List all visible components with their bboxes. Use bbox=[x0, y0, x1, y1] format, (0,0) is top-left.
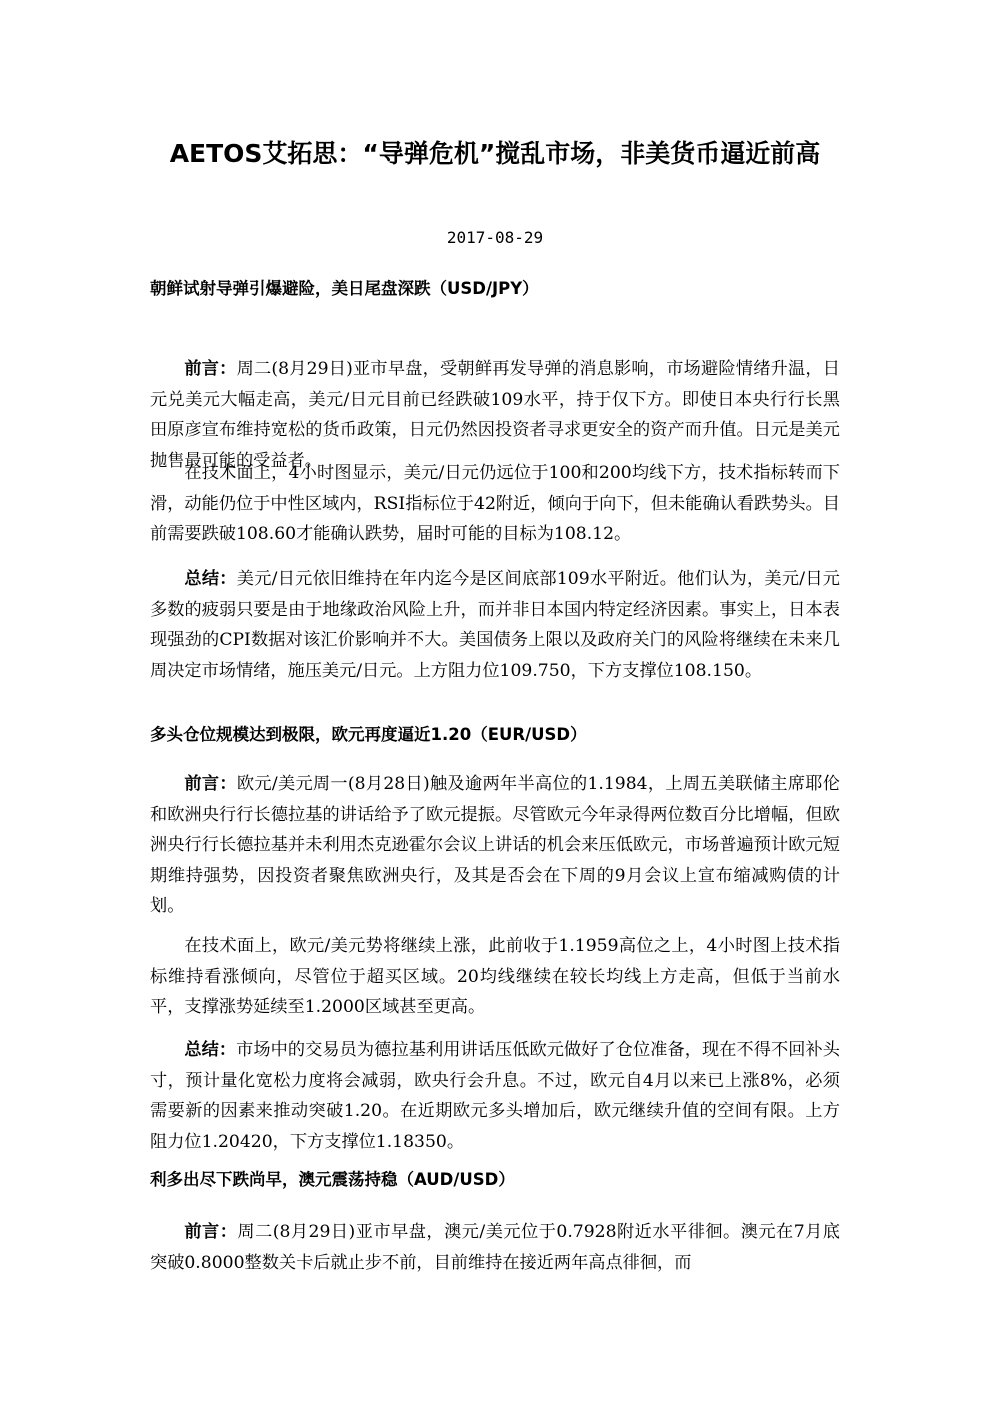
paragraph-lead-label: 前言： bbox=[184, 1222, 238, 1242]
document-title: AETOS艾拓思：“导弹危机”搅乱市场，非美货币逼近前高 bbox=[169, 139, 821, 168]
paragraph-audusd-foreword bbox=[150, 1217, 840, 1278]
paragraph-text: 欧元/美元周一(8月28日)触及逾两年半高位的1.1984，上周五美联储主席耶伦和欧洲央行行长德拉基的讲话给予了欧元提振。尽管欧元今年录得两位数百分比增幅，但欧洲央行行长德拉基并未利用杰克逊霍尔会议上讲话的机会来压低欧元，市场普遍预计欧元短期维持强势，因投资者聚焦欧洲央行，及其是否会在下周的9月会议上宣布缩减购债的计划。 bbox=[150, 774, 840, 916]
paragraph-text: 周二(8月29日)亚市早盘，受朝鲜再发导弹的消息影响，市场避险情绪升温，日元兑美元大幅走高，美元/日元目前已经跌破109水平，持于仅下方。即使日本央行行长黑田原彦宣布维持宽松的货币政策，日元仍然因投资者寻求更安全的资产而升值。日元是美元抛售最可能的受益者。 bbox=[150, 359, 840, 471]
section-heading-usdjpy: 朝鲜试射导弹引爆避险，美日尾盘深跌（USD/JPY） bbox=[150, 279, 539, 298]
paragraph-text: 市场中的交易员为德拉基利用讲话压低欧元做好了仓位准备，现在不得不回补头寸，预计量化宽松力度将会减弱，欧央行会升息。不过，欧元自4月以来已上涨8%，必须需要新的因素来推动突破1.20。在近期欧元多头增加后，欧元继续升值的空间有限。上方阻力位1.20420，下方支撑位1.18350。 bbox=[150, 1040, 840, 1152]
paragraph-text: 在技术面上，欧元/美元势将继续上涨，此前收于1.1959高位之上，4小时图上技术指标维持看涨倾向，尽管位于超买区域。20均线继续在较长均线上方走高，但低于当前水平，支撑涨势延续至1.2000区域甚至更高。 bbox=[150, 936, 840, 1017]
paragraph-text: 美元/日元依旧维持在年内迄今是区间底部109水平附近。他们认为，美元/日元多数的疲弱只要是由于地缘政治风险上升，而并非日本国内特定经济因素。事实上，日本表现强劲的CPI数据对该汇价影响并不大。美国债务上限以及政府关门的风险将继续在未来几周决定市场情绪，施压美元/日元。上方阻力位109.750，下方支撑位108.150。 bbox=[150, 569, 840, 681]
paragraph-text: 在技术面上，4小时图显示，美元/日元仍远位于100和200均线下方，技术指标转而下滑，动能仍位于中性区域内，RSI指标位于42附近，倾向于向下，但未能确认看跌势头。目前需要跌破108.60才能确认跌势，届时可能的目标为108.12。 bbox=[150, 463, 840, 544]
paragraph-usdjpy-summary bbox=[150, 564, 840, 686]
paragraph-eurusd-summary bbox=[150, 1035, 840, 1157]
paragraph-eurusd-technical bbox=[150, 931, 840, 1023]
paragraph-usdjpy-technical bbox=[150, 458, 840, 550]
paragraph-text: 周二(8月29日)亚市早盘，澳元/美元位于0.7928附近水平徘徊。澳元在7月底突破0.8000整数关卡后就止步不前，目前维持在接近两年高点徘徊，而 bbox=[150, 1222, 840, 1273]
section-heading-eurusd: 多头仓位规模达到极限，欧元再度逼近1.20（EUR/USD） bbox=[150, 725, 587, 744]
paragraph-eurusd-foreword bbox=[150, 769, 840, 922]
paragraph-lead-label: 总结： bbox=[184, 569, 237, 589]
paragraph-lead-label: 总结： bbox=[184, 1040, 237, 1060]
section-heading-audusd: 利多出尽下跌尚早，澳元震荡持稳（AUD/USD） bbox=[150, 1170, 515, 1189]
document-date: 2017-08-29 bbox=[446, 228, 544, 247]
paragraph-lead-label: 前言： bbox=[184, 359, 237, 379]
paragraph-lead-label: 前言： bbox=[184, 774, 237, 794]
